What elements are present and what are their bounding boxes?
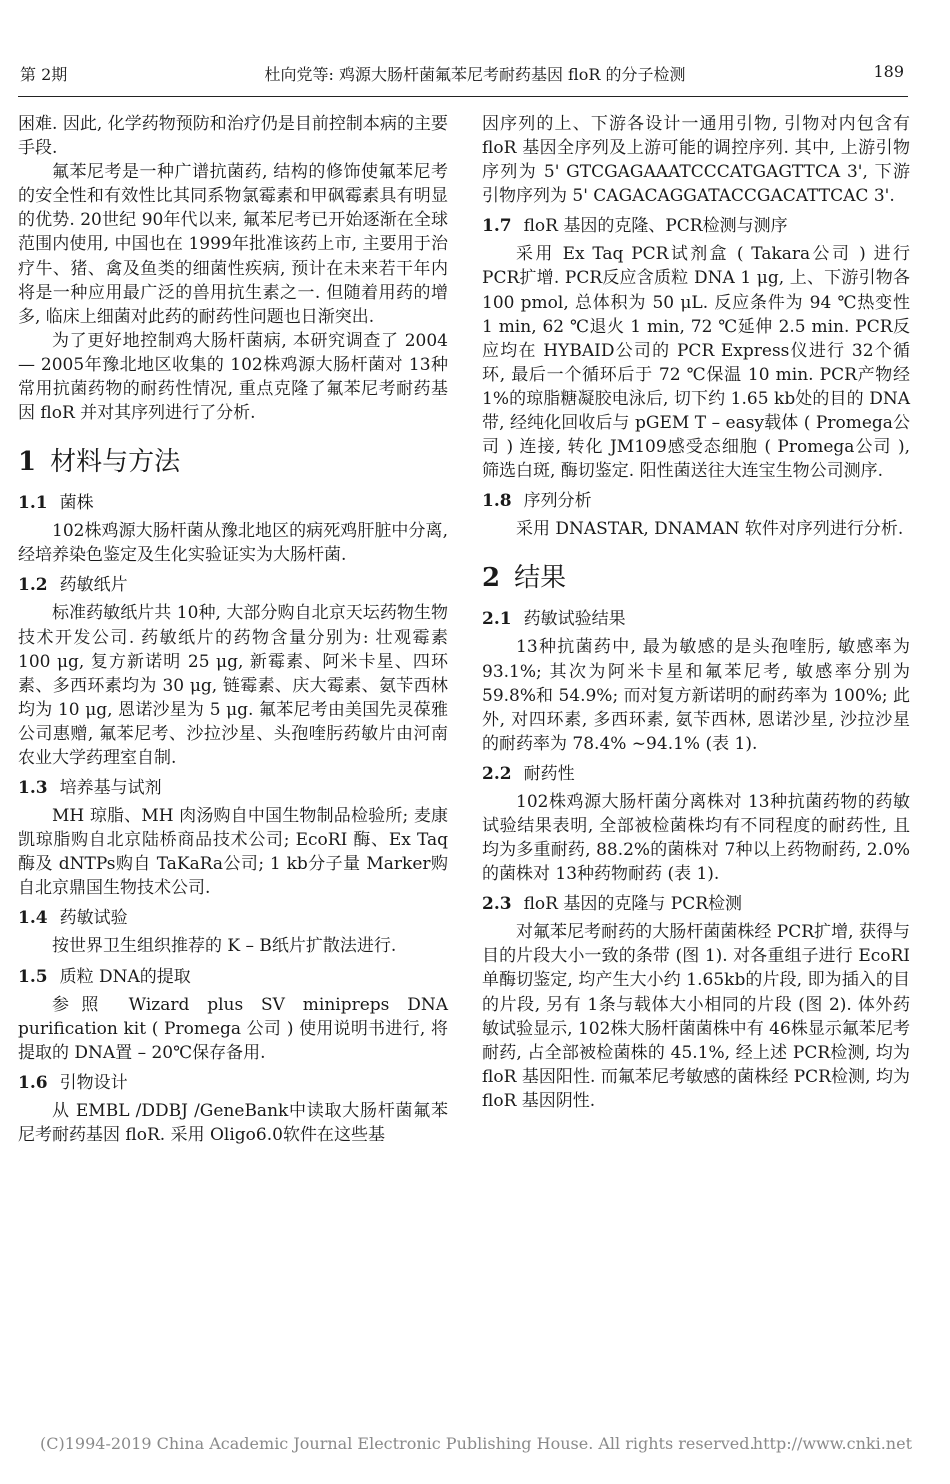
paragraph: 102株鸡源大肠杆菌从豫北地区的病死鸡肝脏中分离, 经培养染色鉴定及生化实验证实为大肠杆菌. — [18, 521, 448, 566]
paragraph: 13种抗菌药中, 最为敏感的是头孢喹肟, 敏感率为 93.1%; 其次为阿米卡星和氟苯尼考, 敏感率分别为 59.8%和 54.9%; 而对复方新诺明的耐药率为 100%; 此外, 对四环素, 多西环素, 氨苄西林, 恩诺沙星, 沙拉沙星的耐药率为 78.4% ~94.1% (表 1). — [482, 637, 910, 754]
subsection-heading-1-6 — [18, 1071, 448, 1095]
subsection-title: floR 基因的克隆与 PCR检测 — [523, 894, 743, 915]
paragraph: 困难. 因此, 化学药物预防和治疗仍是目前控制本病的主要手段. — [18, 114, 448, 159]
page-number: 189 — [873, 62, 904, 81]
page-header — [0, 0, 950, 100]
paragraph: 采用 Ex Taq PCR试剂盒 ( Takara公司 ) 进行 PCR扩增. PCR反应含质粒 DNA 1 μg, 上、下游引物各 100 pmol, 总体积为 50 μL. 反应条件为 94 ℃热变性 1 min, 62 ℃退火 1 min, 72 ℃延伸 2.5 min. PCR反应均在 HYBAID公司的 PCR Express仪进行 32个循环, 最后一个循环后于 72 ℃保温 10 min. PCR产物经 1%的琼脂糖凝胶电泳后, 切下约 1.65 kb处的目的 DNA带, 经纯化回收后与 pGEM T – easy载体 ( Promega公司 ) 连接, 转化 JM109感受态细胞 ( Promega公司 ), 筛选白斑, 酶切鉴定. 阳性菌送往大连宝生物公司测序. — [482, 244, 910, 482]
subsection-title: 序列分析 — [523, 491, 592, 512]
subsection-title: 药敏试验 — [59, 908, 128, 929]
subsection-title: 引物设计 — [59, 1072, 128, 1093]
section-number: 1 — [18, 447, 37, 478]
subsection-number: 1.4 — [18, 908, 48, 929]
header-rule — [18, 96, 908, 97]
subsection-heading-1-8 — [482, 489, 910, 513]
subsection-heading-2-3 — [482, 892, 910, 916]
subsection-title: floR 基因的克隆、PCR检测与测序 — [523, 216, 788, 237]
paragraph: 从 EMBL /DDBJ /GeneBank中读取大肠杆菌氟苯尼考耐药基因 floR. 采用 Oligo6.0软件在这些基 — [18, 1100, 448, 1145]
paragraph: 参照 Wizard plus SV minipreps DNA purification kit ( Promega 公司 ) 使用说明书进行, 将提取的 DNA置 – 20℃保存备用. — [18, 994, 448, 1063]
subsection-number: 1.6 — [18, 1072, 48, 1093]
subsection-number: 2.2 — [482, 763, 512, 784]
section-title: 结果 — [514, 563, 567, 594]
subsection-number: 2.1 — [482, 609, 512, 630]
paragraph: 标准药敏纸片共 10种, 大部分购自北京天坛药物生物技术开发公司. 药敏纸片的药物含量分别为: 壮观霉素 100 μg, 复方新诺明 25 μg, 新霉素、阿米卡星、四环素、多西环素均为 30 μg, 链霉素、庆大霉素、氨苄西林均为 10 μg, 恩诺沙星为 5 μg. 氟苯尼考由美国先灵葆雅公司惠赠, 氟苯尼考、沙拉沙星、头孢喹肟药敏片由河南农业大学药理室自制. — [18, 603, 448, 768]
subsection-number: 1.2 — [18, 575, 48, 596]
section-heading-2 — [482, 563, 910, 593]
subsection-heading-1-1 — [18, 491, 448, 515]
footer-url[interactable]: http://www.cnki.net — [752, 1434, 912, 1453]
paragraph: 按世界卫生组织推荐的 K – B纸片扩散法进行. — [52, 936, 397, 957]
subsection-number: 1.5 — [18, 966, 48, 987]
paragraph: 因序列的上、下游各设计一通用引物, 引物对内包含有 floR 基因全序列及上游可能的调控序列. 其中, 上游引物序列为 5' GTCGAGAAATCCCATGAGTTCA 3', 下游引物序列为 5' CAGACAGGATACCGACATTCAC 3'. — [482, 114, 910, 207]
running-title: 杜向党等: 鸡源大肠杆菌氟苯尼考耐药基因 floR 的分子检测 — [264, 65, 686, 84]
issue-number: 第 2期 — [20, 65, 68, 84]
section-heading-1 — [18, 447, 448, 477]
subsection-heading-1-3 — [18, 776, 448, 800]
page-footer — [0, 1428, 950, 1468]
subsection-heading-1-4 — [18, 906, 448, 930]
paragraph: 采用 DNASTAR, DNAMAN 软件对序列进行分析. — [516, 519, 904, 540]
paragraph: 对氟苯尼考耐药的大肠杆菌菌株经 PCR扩增, 获得与目的片段大小一致的条带 (图 1). 对各重组子进行 EcoRI单酶切鉴定, 均产生大小约 1.65kb的片段, 即为插入的目的片段, 另有 1条与载体大小相同的片段 (图 2). 体外药敏试验显示, 102株大肠杆菌菌株中有 46株显示氟苯尼考耐药, 占全部被检菌株的 45.1%, 经上述 PCR检测, 均为 floR 基因阳性. 而氟苯尼考敏感的菌株经 PCR检测, 均为 floR 基因阴性. — [482, 922, 910, 1111]
subsection-heading-2-1 — [482, 607, 910, 631]
subsection-number: 1.3 — [18, 778, 48, 799]
subsection-number: 1.1 — [18, 493, 48, 514]
subsection-number: 1.8 — [482, 491, 512, 512]
left-column — [18, 112, 448, 1147]
paragraph: 为了更好地控制鸡大肠杆菌病, 本研究调查了 2004— 2005年豫北地区收集的 102株鸡源大肠杆菌对 13种常用抗菌药物的耐药性情况, 重点克隆了氟苯尼考耐药基因 floR 并对其序列进行了分析. — [18, 330, 448, 424]
paragraph: 氟苯尼考是一种广谱抗菌药, 结构的修饰使氟苯尼考的安全性和有效性比其同系物氯霉素和甲砜霉素具有明显的优势. 20世纪 90年代以来, 氟苯尼考已开始逐渐在全球范围内使用, 中国也在 1999年批准该药上市, 主要用于治疗牛、猪、禽及鱼类的细菌性疾病, 预计在未来若干年内将是一种应用最广泛的兽用抗生素之一. 但随着用药的增多, 临床上细菌对此药的耐药性问题也日渐突出. — [18, 162, 448, 327]
right-column — [482, 112, 910, 1113]
subsection-title: 菌株 — [59, 493, 94, 514]
paragraph: MH 琼脂、MH 肉汤购自中国生物制品检验所; 麦康凯琼脂购自北京陆桥商品技术公司; EcoRI 酶、Ex Taq酶及 dNTPs购自 TaKaRa公司; 1 kb分子量 Marker购自北京鼎国生物技术公司. — [18, 806, 448, 899]
subsection-title: 培养基与试剂 — [59, 778, 162, 799]
subsection-heading-2-2 — [482, 762, 910, 786]
section-title: 材料与方法 — [50, 447, 181, 478]
subsection-title: 质粒 DNA的提取 — [59, 966, 191, 987]
subsection-number: 1.7 — [482, 216, 512, 237]
subsection-heading-1-2 — [18, 573, 448, 597]
subsection-title: 药敏试验结果 — [523, 609, 626, 630]
subsection-heading-1-5 — [18, 965, 448, 989]
section-number: 2 — [482, 563, 501, 594]
subsection-title: 耐药性 — [523, 763, 575, 784]
paragraph: 102株鸡源大肠杆菌分离株对 13种抗菌药物的药敏试验结果表明, 全部被检菌株均有不同程度的耐药性, 且均为多重耐药, 88.2%的菌株对 7种以上药物耐药, 2.0%的菌株对 13种药物耐药 (表 1). — [482, 791, 910, 885]
copyright-notice: (C)1994-2019 China Academic Journal Electronic Publishing House. All rights reserved. — [40, 1434, 755, 1453]
subsection-heading-1-7 — [482, 214, 910, 238]
subsection-number: 2.3 — [482, 894, 512, 915]
subsection-title: 药敏纸片 — [59, 575, 128, 596]
